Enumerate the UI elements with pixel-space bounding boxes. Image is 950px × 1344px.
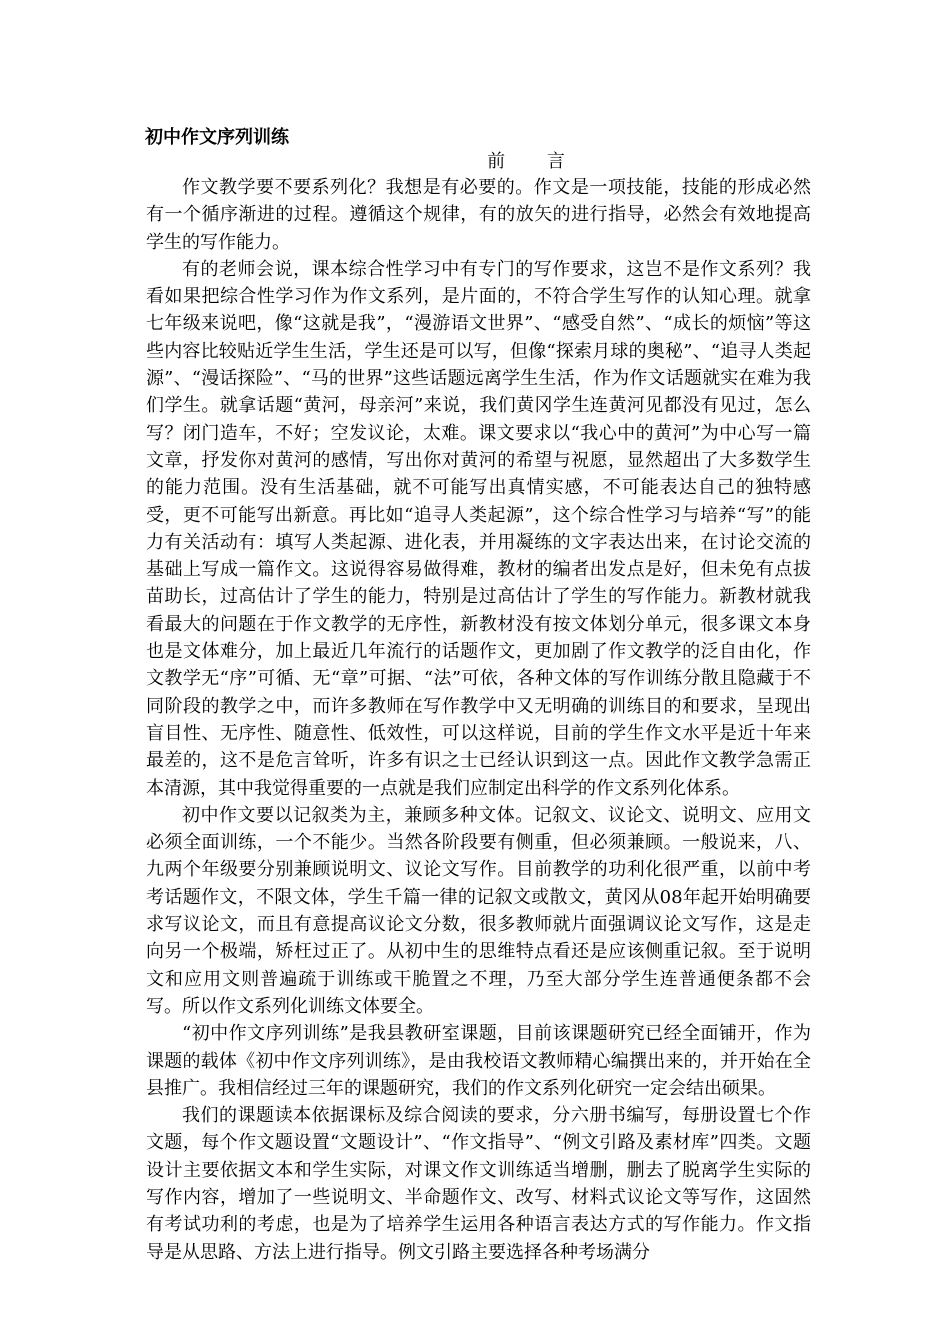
paragraph: “初中作文序列训练”是我县教研室课题，目前该课题研究已经全面铺开，作为课题的载体《初中作文序列训练》，是由我校语文教师精心编撰出来的，并开始在全县推广。我相信经过三年的课题研究，我们的作文系列化研究一定会结出硕果。 (146, 1023, 811, 1099)
section-heading: 前 言 (487, 151, 583, 172)
document-title: 初中作文序列训练 (145, 127, 289, 148)
paragraph: 初中作文要以记叙类为主，兼顾多种文体。记叙文、议论文、说明文、应用文必须全面训练，一个不能少。当然各阶段要有侧重，但必须兼顾。一般说来，八、九两个年级要分别兼顾说明文、议论文写作。目前教学的功利化很严重，以前中考考话题作文，不限文体，学生千篇一律的记叙文或散文，黄冈从08年起开始明确要求写议论文，而且有意提高议论文分数，很多教师就片面强调议论文写作，这是走向另一个极端，矫枉过正了。从初中生的思维特点看还是应该侧重记叙。至于说明文和应用文则普遍疏于训练或干脆置之不理，乃至大部分学生连普通便条都不会写。所以作文系列化训练文体要全。 (146, 804, 811, 1017)
paragraph: 有的老师会说，课本综合性学习中有专门的写作要求，这岂不是作文系列？我看如果把综合性学习作为作文系列，是片面的，不符合学生写作的认知心理。就拿七年级来说吧，像“这就是我”，“漫游语文世界”、“感受自然”、“成长的烦恼”等这些内容比较贴近学生生活，学生还是可以写，但像“探索月球的奥秘”、“追寻人类起源”、“漫话探险”、“马的世界”这些话题远离学生生活，作为作文话题就实在难为我们学生。就拿话题“黄河，母亲河”来说，我们黄冈学生连黄河见都没有见过，怎么写？闭门造车，不好；空发议论，太难。课文要求以“我心中的黄河”为中心写一篇文章，抒发你对黄河的感情，写出你对黄河的希望与祝愿，显然超出了大多数学生的能力范围。没有生活基础，就不可能写出真情实感，不可能表达自己的独特感受，更不可能写出新意。再比如“追寻人类起源”，这个综合性学习与培养“写”的能力有关活动有：填写人类起源、进化表，并用凝练的文字表达出来，在讨论交流的基础上写成一篇作文。这说得容易做得难，教材的编者出发点是好，但未免有点拔苗助长，过高估计了学生的能力，特别是过高估计了学生的写作能力。新教材就我看最大的问题在于作文教学的无序性，新教材没有按文体划分单元，很多课文本身也是文体难分，加上最近几年流行的话题作文，更加剧了作文教学的泛自由化，作文教学无“序”可循、无“章”可据、“法”可依，各种文体的写作训练分散且隐藏于不同阶段的教学之中，而许多教师在写作教学中又无明确的训练目的和要求，呈现出盲目性、无序性、随意性、低效性，可以这样说，目前的学生作文水平是近十年来最差的，这不是危言耸听，许多有识之士已经认识到这一点。因此作文教学急需正本清源，其中我觉得重要的一点就是我们应制定出科学的作文系列化体系。 (146, 258, 811, 799)
document-body (146, 174, 811, 1266)
paragraph: 我们的课题读本依据课标及综合阅读的要求，分六册书编写，每册设置七个作文题，每个作文题设置“文题设计”、“作文指导”、“例文引路及素材库”四类。文题设计主要依据文本和学生实际，对课文作文训练适当增删，删去了脱离学生实际的写作内容，增加了一些说明文、半命题作文、改写、材料式议论文等写作，这固然有考试功利的考虑，也是为了培养学生运用各种语言表达方式的写作能力。作文指导是从思路、方法上进行指导。例文引路主要选择各种考场满分 (146, 1105, 811, 1263)
paragraph: 作文教学要不要系列化？我想是有必要的。作文是一项技能，技能的形成必然有一个循序渐进的过程。遵循这个规律，有的放矢的进行指导，必然会有效地提高学生的写作能力。 (146, 177, 811, 253)
